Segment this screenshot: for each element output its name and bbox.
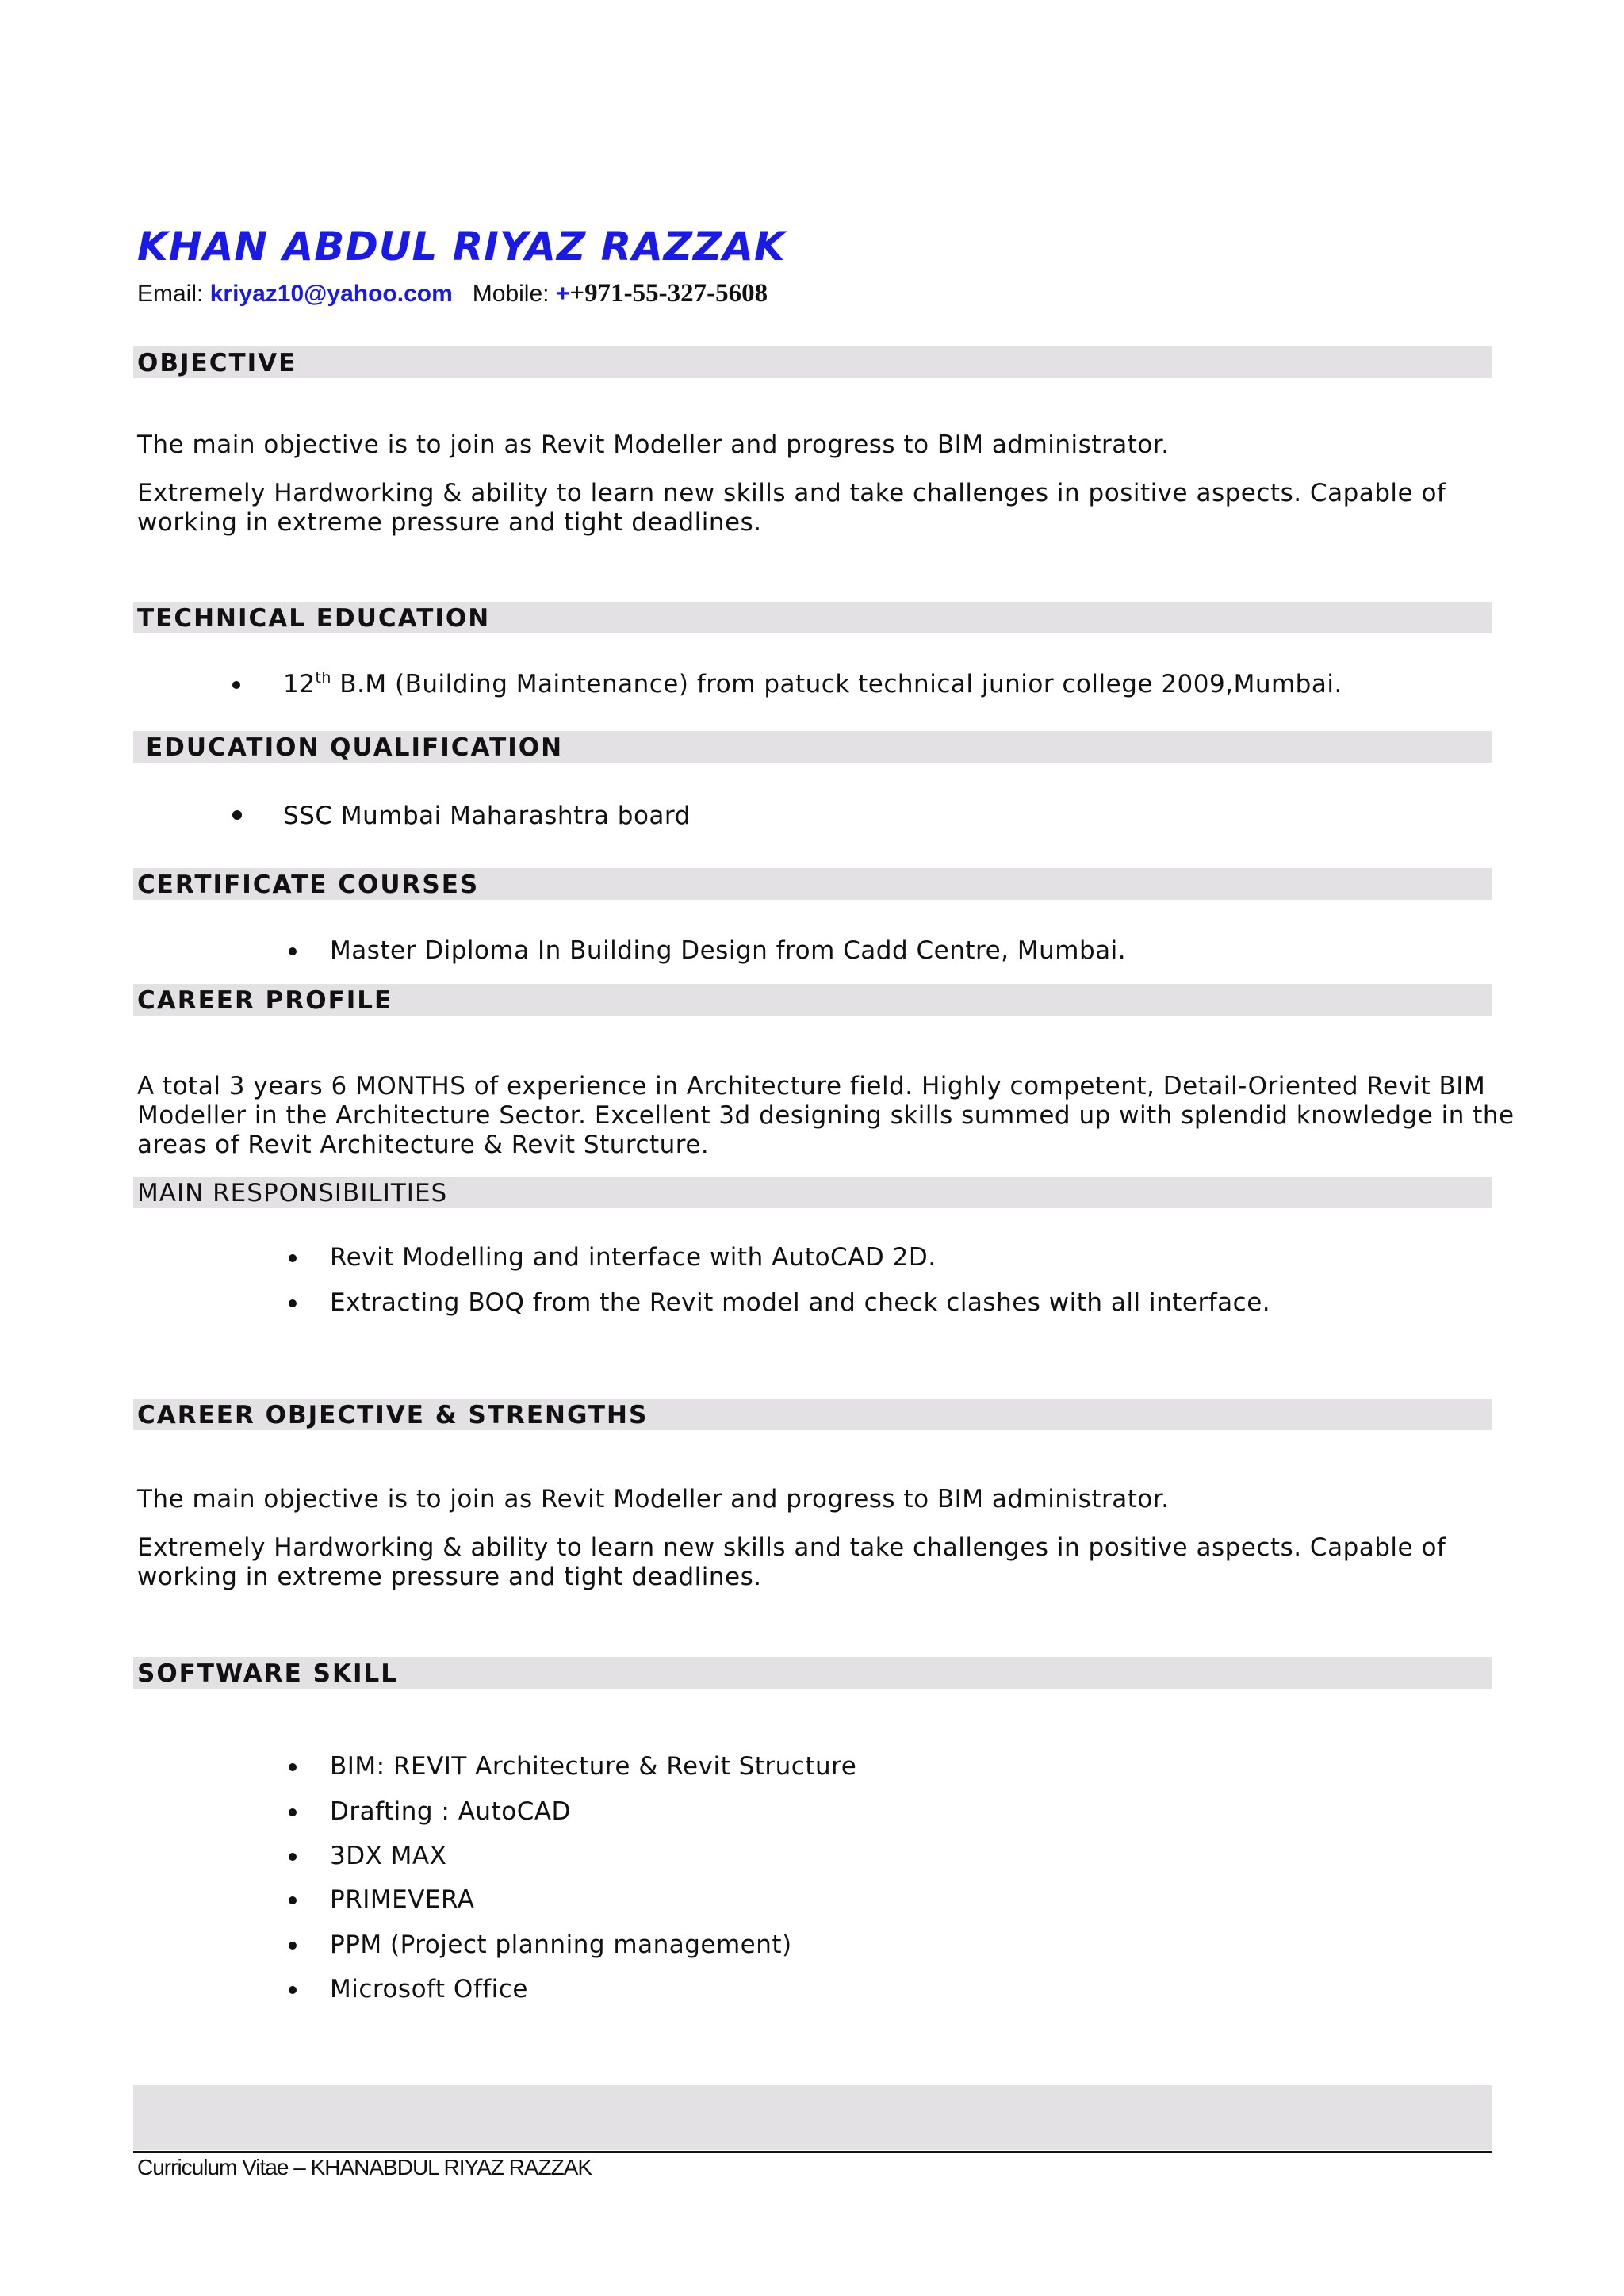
bullet-icon [232,681,240,689]
software-skill-item: PRIMEVERA [330,1885,475,1914]
career-profile-paragraph [137,1072,1515,1160]
heading-text: TECHNICAL EDUCATION [137,604,491,633]
section-heading-technical-education [133,602,1492,633]
career-profile-line: areas of Revit Architecture & Revit Sturcture. [137,1131,710,1159]
section-heading-education-qualification [133,731,1492,763]
career-objective-paragraph-2: Extremely Hardworking & ability to learn new skills and take challenges in positive aspects. Capable of working in extreme pressure and tight deadlines. [137,1533,1446,1591]
section-heading-career-profile [133,984,1492,1016]
footer-shaded-box [133,2085,1492,2150]
footer-divider [133,2151,1492,2153]
bullet-icon [289,1808,297,1816]
bullet-icon [289,1986,297,1994]
software-skill-item: BIM: REVIT Architecture & Revit Structure [330,1752,857,1781]
responsibility-item: Extracting BOQ from the Revit model and check clashes with all interface. [330,1288,1271,1317]
email-label: Email: [137,281,204,307]
grade-suffix: th [315,669,331,687]
heading-text: CAREER PROFILE [137,986,393,1015]
software-skill-item: PPM (Project planning management) [330,1931,792,1959]
heading-text: CAREER OBJECTIVE & STRENGTHS [137,1401,649,1429]
footer-text: Curriculum Vitae – KHANABDUL RIYAZ RAZZAK [137,2155,592,2179]
career-profile-line: Modeller in the Architecture Sector. Excellent 3d designing skills summed up with splendid knowledge in the [137,1101,1515,1130]
mobile-label: Mobile: [472,281,550,307]
software-skill-item: 3DX MAX [330,1842,447,1870]
mobile-number: +971-55-327-5608 [569,279,768,308]
bullet-icon [289,1299,297,1307]
heading-text: CERTIFICATE COURSES [137,871,480,899]
bullet-icon [289,947,297,955]
candidate-name: KHAN ABDUL RIYAZ RAZZAK [137,224,786,270]
heading-text: EDUCATION QUALIFICATION [146,733,564,762]
bullet-icon [232,810,242,820]
objective-paragraph-1: The main objective is to join as Revit Modeller and progress to BIM administrator. [137,430,1170,459]
heading-text: MAIN RESPONSIBILITIES [137,1179,448,1207]
software-skill-item: Drafting : AutoCAD [330,1797,571,1826]
bullet-icon [289,1896,297,1904]
certificate-course-item: Master Diploma In Building Design from Cadd Centre, Mumbai. [330,936,1127,965]
contact-line [137,279,768,308]
section-heading-certificate-courses [133,868,1492,900]
section-heading-objective [133,346,1492,378]
section-heading-software-skill [133,1657,1492,1689]
education-detail: B.M (Building Maintenance) from patuck technical junior college 2009,Mumbai. [331,670,1342,698]
career-objective-paragraph-1: The main objective is to join as Revit Modeller and progress to BIM administrator. [137,1485,1170,1513]
bullet-icon [289,1853,297,1861]
grade-number: 12 [283,670,316,698]
bullet-icon [289,1254,297,1262]
bullet-icon [289,1942,297,1950]
objective-paragraph-2: Extremely Hardworking & ability to learn new skills and take challenges in positive aspects. Capable of working in extreme pressure and tight deadlines. [137,479,1446,537]
software-skill-item: Microsoft Office [330,1975,528,2003]
career-profile-line: A total 3 years 6 MONTHS of experience in Architecture field. Highly competent, Detail-Oriented Revit BIM [137,1072,1486,1100]
responsibility-item: Revit Modelling and interface with AutoCAD 2D. [330,1243,936,1272]
mobile-plus: + [555,281,570,307]
section-heading-career-objective [133,1399,1492,1430]
technical-education-item [283,670,1342,699]
bullet-icon [289,1763,297,1771]
heading-text: OBJECTIVE [137,349,297,377]
email-link[interactable]: kriyaz10@yahoo.com [209,281,453,307]
heading-text: SOFTWARE SKILL [137,1659,399,1688]
section-heading-main-responsibilities [133,1177,1492,1208]
education-qualification-item: SSC Mumbai Maharashtra board [283,802,691,830]
